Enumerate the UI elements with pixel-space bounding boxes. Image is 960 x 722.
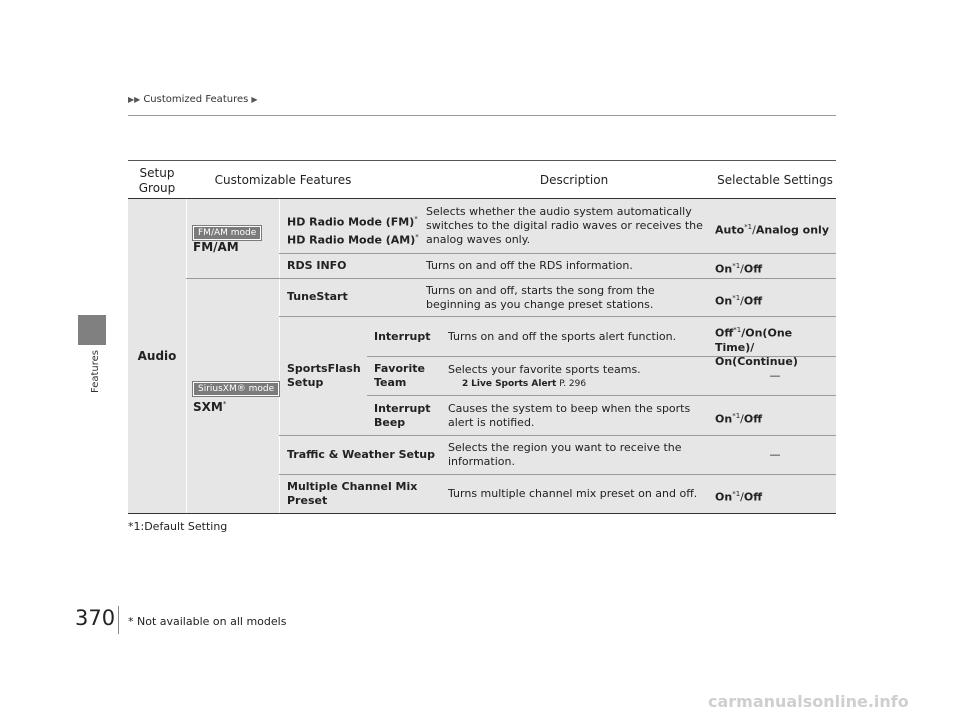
channel-mix-feature: Multiple Channel Mix Preset: [287, 480, 418, 507]
column-header-setup-group: Setup Group: [138, 166, 176, 195]
favorite-team-setting: —: [769, 369, 781, 382]
setting-alt-value: Off: [743, 490, 763, 504]
default-setting-footnote: *1:Default Setting: [128, 520, 228, 533]
reference-arrow-icon: 2: [462, 379, 469, 389]
availability-note: * Not available on all models: [128, 615, 287, 628]
header-divider: [128, 115, 836, 116]
default-marker: *1: [732, 294, 741, 302]
setting-separator: /: [740, 412, 744, 426]
row-divider: [367, 395, 836, 396]
interrupt-setting: [715, 323, 835, 369]
tunestart-description: Turns on and off, starts the song from the beginning as you change preset stations.: [426, 284, 655, 311]
default-marker: *1: [732, 262, 741, 270]
tunestart-setting: [715, 291, 762, 309]
favorite-team-feature: Favorite Team: [374, 362, 425, 389]
setting-separator: /: [740, 294, 744, 308]
hd-radio-am-label: HD Radio Mode (AM): [287, 233, 416, 247]
setting-default-value: On: [715, 294, 733, 308]
setting-alt-value: On(Continue): [715, 354, 798, 368]
reference-title: Live Sports Alert: [471, 379, 557, 389]
default-marker: *1: [744, 223, 753, 231]
side-section-label: Features: [90, 350, 101, 393]
setting-default-value: On: [715, 262, 733, 276]
interrupt-beep-description: Causes the system to beep when the sports alert is notified.: [448, 402, 691, 429]
rds-description: Turns on and off the RDS information.: [426, 259, 633, 272]
favorite-team-description: Selects your favorite sports teams.: [448, 363, 641, 376]
column-header-feature: Customizable Features: [214, 173, 352, 187]
fm-am-label: FM/AM: [193, 240, 239, 254]
interrupt-feature: Interrupt: [374, 330, 431, 343]
channel-mix-setting: [715, 487, 762, 505]
setting-alt-value: Off: [743, 294, 763, 308]
setting-separator: /: [740, 262, 744, 276]
column-separator: [279, 199, 280, 513]
setting-default-value: On: [715, 412, 733, 426]
rds-feature: RDS INFO: [287, 259, 347, 272]
setting-default-value: Auto: [715, 223, 745, 237]
setting-separator: /: [740, 490, 744, 504]
sxm-label: [193, 397, 226, 414]
interrupt-beep-feature: Interrupt Beep: [374, 402, 431, 429]
default-marker: *1: [732, 412, 741, 420]
rds-setting: [715, 259, 762, 277]
traffic-weather-feature: Traffic & Weather Setup: [287, 448, 435, 461]
column-header-settings: Selectable Settings: [717, 173, 833, 187]
sportsflash-feature: SportsFlash Setup: [287, 362, 361, 389]
default-marker: *1: [733, 326, 742, 334]
row-divider: [279, 253, 836, 254]
row-divider: [279, 474, 836, 475]
availability-star: *: [414, 215, 418, 223]
default-marker: *1: [732, 490, 741, 498]
hd-radio-description: Selects whether the audio system automatically switches to the digital radio waves or receives the analog waves only.: [426, 205, 703, 246]
setting-alt-value: Off: [743, 412, 763, 426]
availability-star: *: [222, 400, 227, 408]
reference-page: P. 296: [559, 379, 587, 389]
table-top-rule: [128, 160, 836, 161]
interrupt-description: Turns on and off the sports alert function.: [448, 330, 677, 343]
table-bottom-rule: [128, 513, 836, 514]
row-divider: [279, 435, 836, 436]
siriusxm-mode-badge: SiriusXM® mode: [193, 382, 279, 396]
header-bottom-rule: [128, 198, 836, 199]
section-tab-marker: [78, 315, 106, 345]
traffic-weather-description: Selects the region you want to receive the information.: [448, 441, 682, 468]
row-divider: [279, 316, 836, 317]
interrupt-beep-setting: [715, 409, 762, 427]
page-number: 370: [75, 606, 116, 630]
breadcrumb-section[interactable]: Customized Features: [143, 94, 249, 105]
setting-alt-value: Analog only: [755, 223, 829, 237]
breadcrumb-arrow-icon: ▶▶: [128, 95, 141, 104]
row-divider: [186, 278, 836, 279]
hd-radio-fm-label: HD Radio Mode (FM): [287, 215, 415, 229]
setting-alt-value: /On(One Time)/: [715, 326, 793, 354]
cross-reference-link[interactable]: [462, 377, 586, 391]
setting-separator: /: [752, 223, 756, 237]
setup-group-audio: Audio: [137, 349, 177, 363]
traffic-weather-setting: —: [769, 448, 781, 461]
tunestart-feature: TuneStart: [287, 290, 348, 303]
hd-radio-setting: [715, 220, 833, 238]
breadcrumb: [128, 94, 257, 105]
breadcrumb-arrow-icon: ▶: [251, 95, 258, 104]
setting-default-value: On: [715, 490, 733, 504]
hd-radio-feature: [287, 212, 419, 247]
channel-mix-description: Turns multiple channel mix preset on and off.: [448, 487, 698, 500]
availability-star: *: [415, 232, 419, 241]
fm-am-mode-badge: FM/AM mode: [193, 226, 261, 240]
page-number-divider: [118, 606, 119, 634]
setting-default-value: Off: [715, 326, 734, 340]
column-header-description: Description: [539, 173, 609, 187]
watermark: carmanualsonline.info: [708, 692, 909, 711]
setting-alt-value: Off: [743, 262, 763, 276]
column-separator: [186, 199, 187, 513]
sxm-label-text: SXM: [193, 400, 223, 414]
